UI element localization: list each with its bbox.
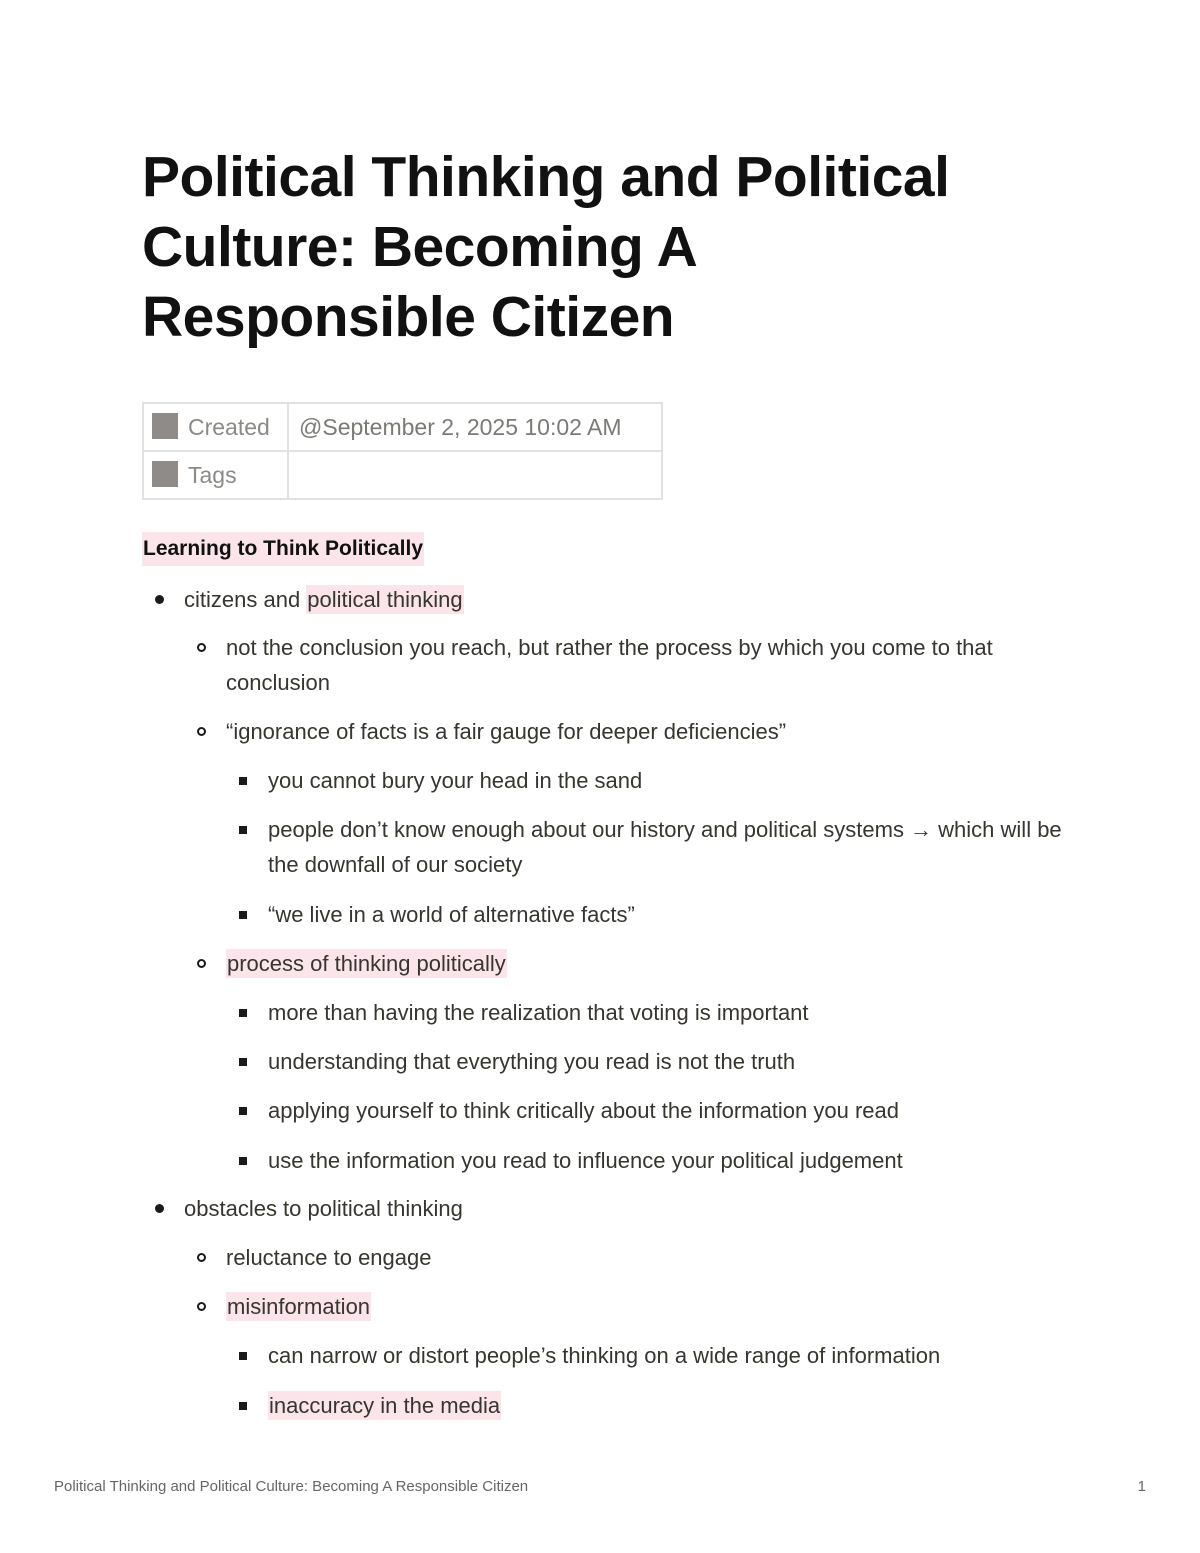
property-value[interactable]: @September 2, 2025 10:02 AM [288, 403, 662, 451]
list-item: use the information you read to influence your political judgement [142, 1143, 1062, 1178]
bullet-icon [239, 1352, 247, 1360]
list-item: obstacles to political thinking [142, 1191, 1062, 1226]
bullet-icon [197, 643, 206, 652]
document-page [142, 142, 1062, 1423]
property-type-icon [152, 461, 178, 487]
page-number: 1 [1137, 1478, 1146, 1495]
list-item: inaccuracy in the media [142, 1388, 1062, 1423]
bullet-icon [197, 1302, 206, 1311]
footer-title: Political Thinking and Political Culture: Becoming A Responsible Citizen [54, 1478, 529, 1495]
bullet-icon [155, 595, 164, 604]
property-row-created [143, 403, 662, 451]
list-item: you cannot bury your head in the sand [142, 763, 1062, 798]
list-item: understanding that everything you read is not the truth [142, 1044, 1062, 1079]
bullet-icon [239, 1058, 247, 1066]
property-row-tags [143, 451, 662, 499]
list-item: more than having the realization that voting is important [142, 995, 1062, 1030]
list-item: applying yourself to think critically about the information you read [142, 1093, 1062, 1128]
list-item: misinformation [142, 1289, 1062, 1324]
properties-table [142, 402, 663, 500]
section-heading: Learning to Think Politically [142, 532, 424, 566]
property-key: Created [188, 414, 270, 440]
list-item: can narrow or distort people’s thinking on a wide range of information [142, 1338, 1062, 1373]
property-value[interactable] [288, 451, 662, 499]
bullet-icon [239, 826, 247, 834]
list-item: citizens and political thinking [142, 582, 1062, 617]
bullet-icon [239, 1107, 247, 1115]
bullet-icon [239, 1402, 247, 1410]
property-key: Tags [188, 462, 237, 488]
bullet-icon [197, 727, 206, 736]
page-footer [54, 1478, 1146, 1495]
list-item: people don’t know enough about our history and political systems → which will be the downfall of our society [142, 812, 1062, 882]
bullet-icon [155, 1204, 164, 1213]
list-item: “ignorance of facts is a fair gauge for deeper deficiencies” [142, 714, 1062, 749]
bullet-icon [197, 959, 206, 968]
bullet-icon [197, 1253, 206, 1262]
list-item: reluctance to engage [142, 1240, 1062, 1275]
list-item: “we live in a world of alternative facts” [142, 897, 1062, 932]
list-item: not the conclusion you reach, but rather the process by which you come to that conclusion [142, 630, 1062, 700]
list-item: process of thinking politically [142, 946, 1062, 981]
bullet-icon [239, 1009, 247, 1017]
bullet-icon [239, 911, 247, 919]
bullet-icon [239, 777, 247, 785]
bullet-list [142, 582, 1062, 1423]
bullet-icon [239, 1157, 247, 1165]
page-title: Political Thinking and Political Culture: Becoming A Responsible Citizen [142, 145, 950, 349]
property-type-icon [152, 413, 178, 439]
